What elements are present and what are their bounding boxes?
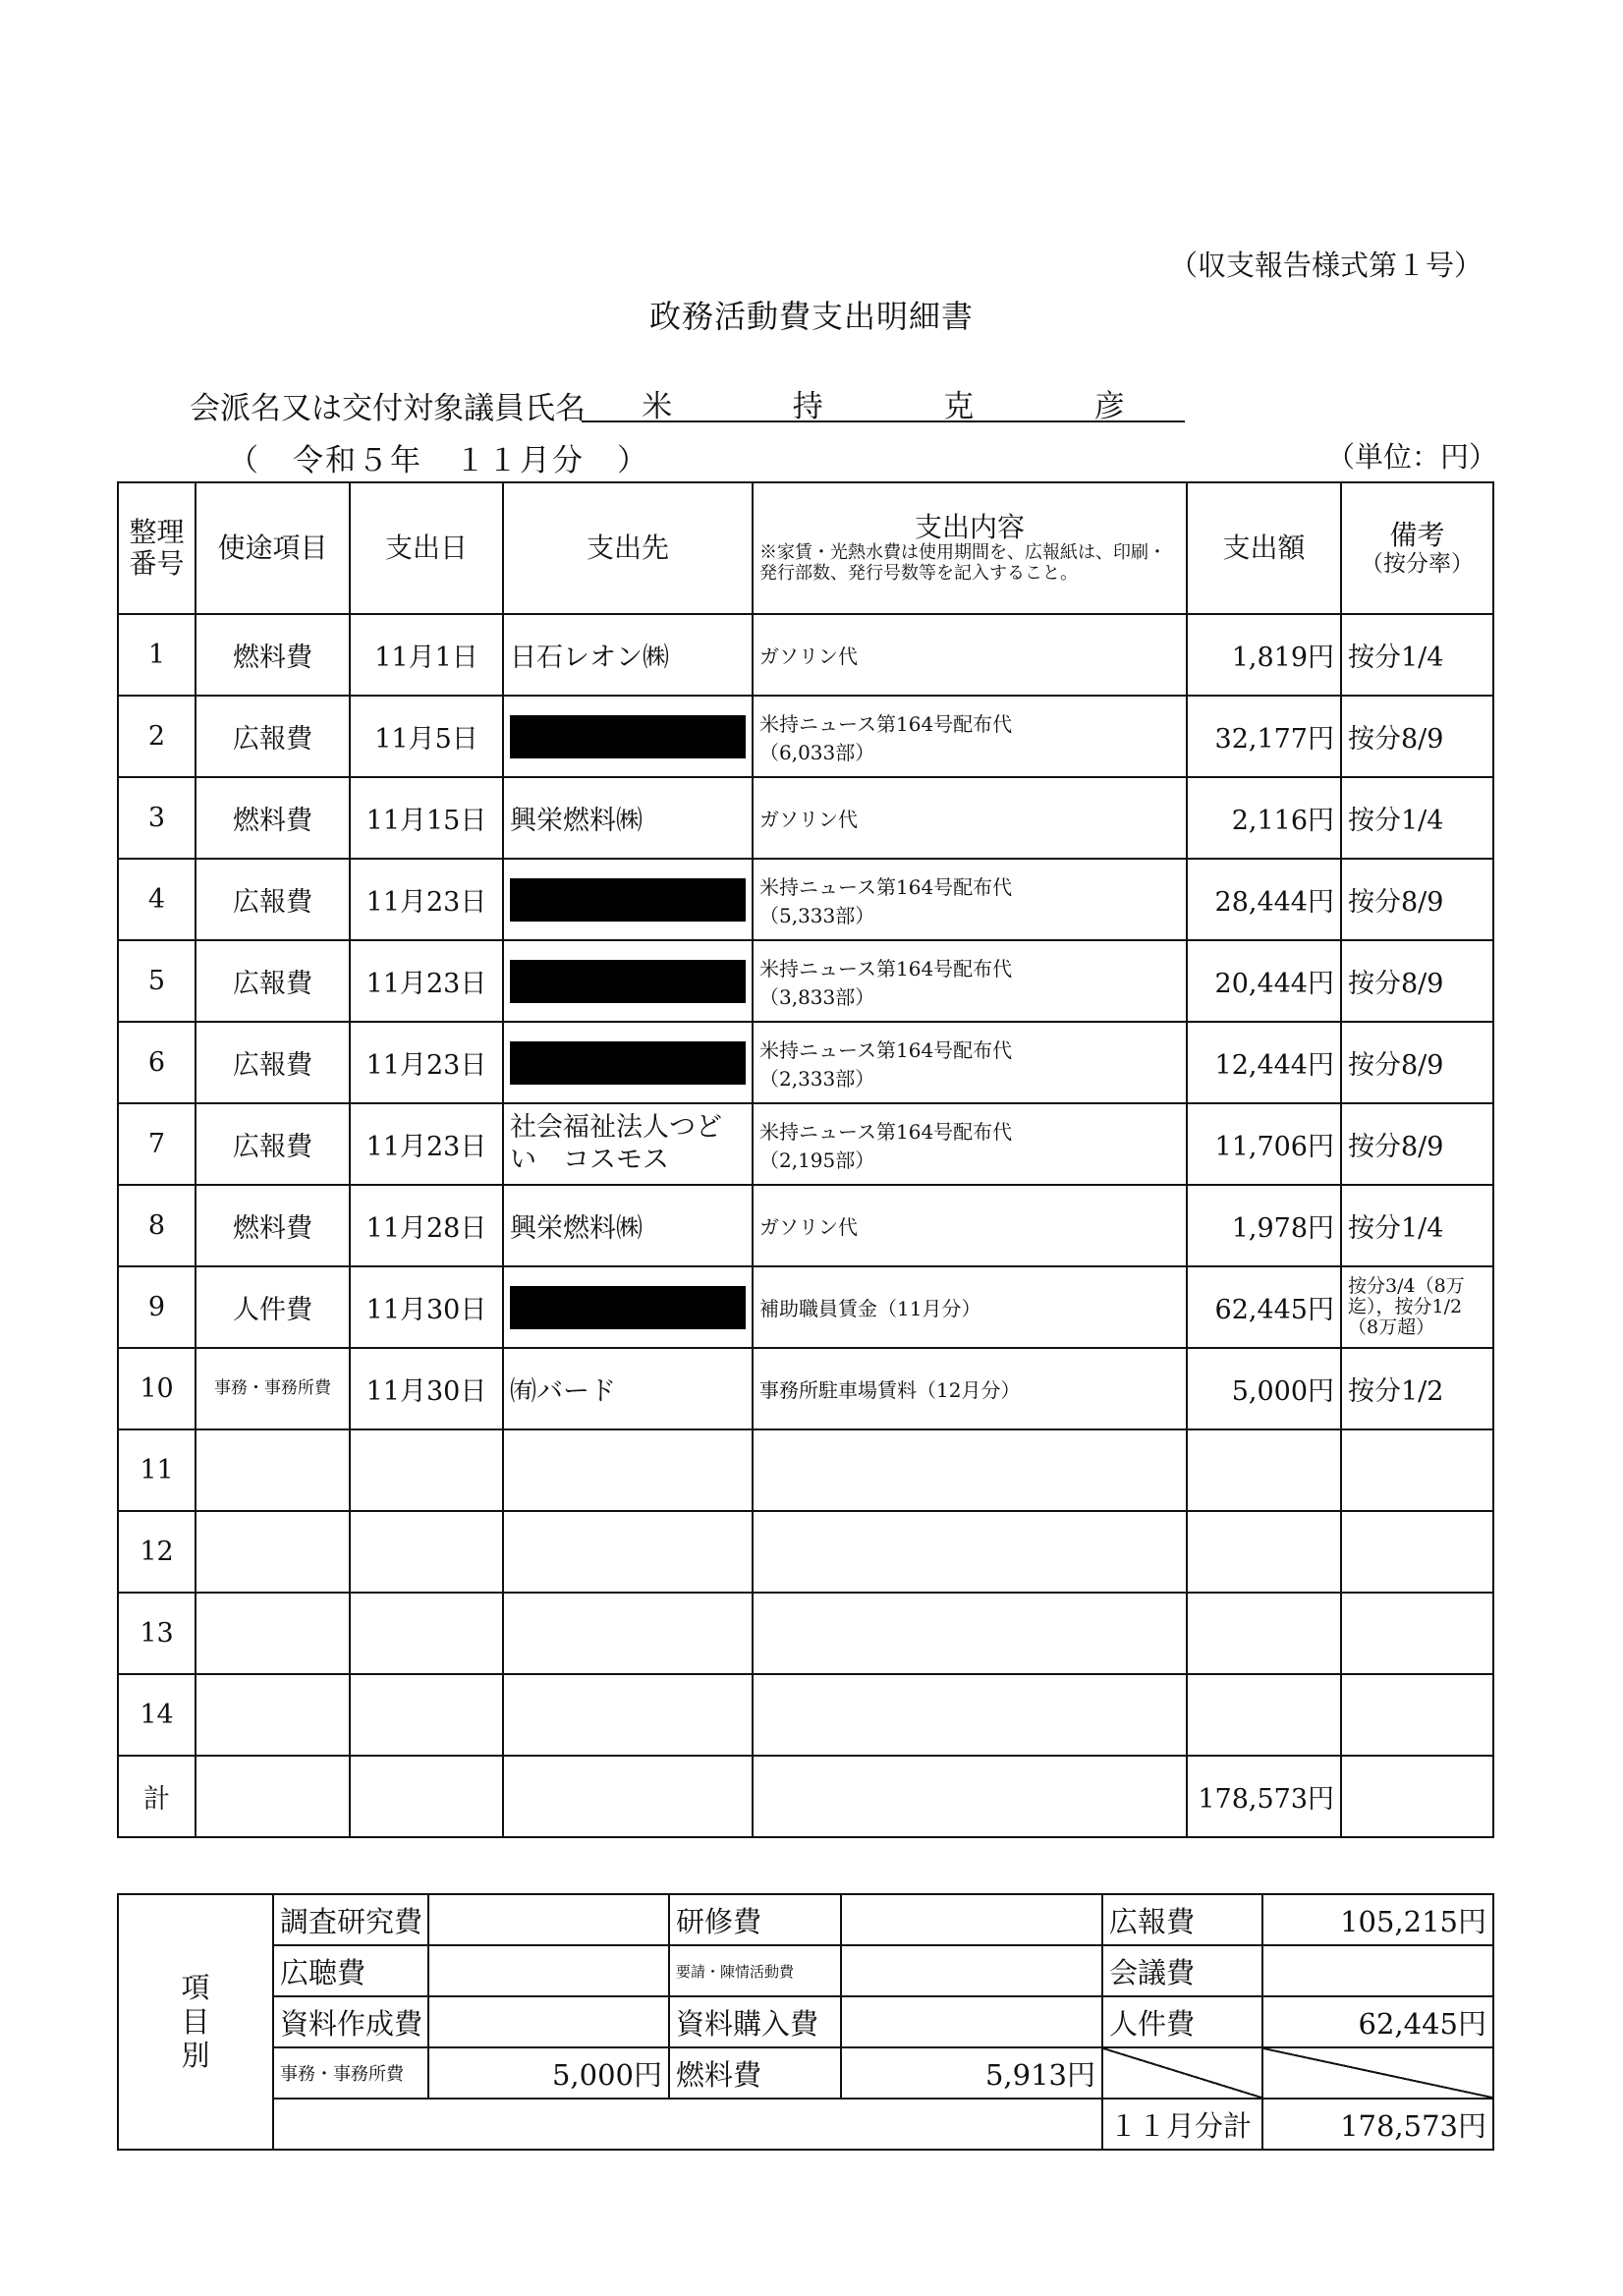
row-content-main: ガソリン代 bbox=[759, 644, 858, 668]
row-amount: 12,444円 bbox=[1187, 1022, 1341, 1103]
row-category: 燃料費 bbox=[196, 1185, 350, 1266]
summary-value-training bbox=[841, 1894, 1102, 1945]
table-row bbox=[118, 777, 1493, 859]
row-content bbox=[753, 1103, 1187, 1185]
header-no: 整理番号 bbox=[118, 482, 196, 614]
row-category: 広報費 bbox=[196, 1103, 350, 1185]
total-row bbox=[118, 1756, 1493, 1837]
row-date: 11月23日 bbox=[350, 1103, 503, 1185]
total-empty bbox=[196, 1756, 350, 1837]
row-content-main: 米持ニュース第164号配布代 bbox=[759, 1037, 1013, 1062]
row-payee bbox=[503, 1674, 753, 1756]
row-category: 燃料費 bbox=[196, 777, 350, 859]
row-amount bbox=[1187, 1593, 1341, 1674]
row-date: 11月15日 bbox=[350, 777, 503, 859]
table-row bbox=[118, 1593, 1493, 1674]
row-content bbox=[753, 1593, 1187, 1674]
row-date bbox=[350, 1674, 503, 1756]
row-remarks: 按分8/9 bbox=[1341, 940, 1493, 1022]
table-row bbox=[118, 1429, 1493, 1511]
table-row bbox=[118, 859, 1493, 940]
row-category: 燃料費 bbox=[196, 614, 350, 696]
row-content bbox=[753, 859, 1187, 940]
summary-value-fuel: 5,913円 bbox=[841, 2047, 1102, 2099]
redaction-block bbox=[510, 878, 746, 922]
row-date bbox=[350, 1429, 503, 1511]
row-date: 11月30日 bbox=[350, 1348, 503, 1429]
summary-value-petition bbox=[841, 1945, 1102, 1996]
row-payee bbox=[503, 1022, 753, 1103]
row-payee bbox=[503, 859, 753, 940]
row-remarks: 按分1/4 bbox=[1341, 777, 1493, 859]
row-amount bbox=[1187, 1511, 1341, 1593]
summary-label-personnel: 人件費 bbox=[1102, 1996, 1262, 2047]
table-row bbox=[118, 1266, 1493, 1348]
summary-value-office: 5,000円 bbox=[428, 2047, 669, 2099]
table-row bbox=[118, 1674, 1493, 1756]
faction-label: 会派名又は交付対象議員氏名 bbox=[190, 391, 586, 426]
summary-label-doc-purchase: 資料購入費 bbox=[669, 1996, 841, 2047]
row-remarks: 按分8/9 bbox=[1341, 1103, 1493, 1185]
header-remarks-sub: （按分率） bbox=[1361, 550, 1474, 577]
summary-value-hearing bbox=[428, 1945, 669, 1996]
row-content-main: 補助職員賃金（11月分） bbox=[759, 1297, 981, 1320]
header-date: 支出日 bbox=[350, 482, 503, 614]
row-remarks: 按分1/4 bbox=[1341, 614, 1493, 696]
row-amount: 20,444円 bbox=[1187, 940, 1341, 1022]
row-content-main: ガソリン代 bbox=[759, 808, 858, 831]
summary-side-label-text: 項目別 bbox=[181, 1970, 210, 2073]
row-content bbox=[753, 696, 1187, 777]
row-content bbox=[753, 614, 1187, 696]
category-summary-table bbox=[117, 1893, 1494, 2151]
row-content-sub: （2,333部） bbox=[759, 1066, 875, 1091]
row-content bbox=[753, 1429, 1187, 1511]
summary-side-label bbox=[118, 1894, 273, 2150]
row-content-main: 米持ニュース第164号配布代 bbox=[759, 874, 1013, 899]
row-payee bbox=[503, 940, 753, 1022]
row-no: 9 bbox=[118, 1266, 196, 1348]
header-category: 使途項目 bbox=[196, 482, 350, 614]
row-category bbox=[196, 1429, 350, 1511]
row-payee bbox=[503, 1511, 753, 1593]
row-content-main: 米持ニュース第164号配布代 bbox=[759, 956, 1013, 980]
row-date: 11月5日 bbox=[350, 696, 503, 777]
row-content bbox=[753, 1511, 1187, 1593]
row-payee bbox=[503, 1593, 753, 1674]
row-payee: 興栄燃料㈱ bbox=[503, 777, 753, 859]
document-title: 政務活動費支出明細書 bbox=[648, 298, 974, 335]
row-amount: 11,706円 bbox=[1187, 1103, 1341, 1185]
summary-value-pr: 105,215円 bbox=[1262, 1894, 1493, 1945]
summary-label-meeting: 会議費 bbox=[1102, 1945, 1262, 1996]
row-content bbox=[753, 1674, 1187, 1756]
row-remarks bbox=[1341, 1429, 1493, 1511]
row-payee: 社会福祉法人つどい コスモス bbox=[503, 1103, 753, 1185]
row-payee bbox=[503, 1429, 753, 1511]
row-amount: 5,000円 bbox=[1187, 1348, 1341, 1429]
redaction-block bbox=[510, 715, 746, 758]
summary-label-fuel: 燃料費 bbox=[669, 2047, 841, 2099]
row-payee: 日石レオン㈱ bbox=[503, 614, 753, 696]
row-remarks bbox=[1341, 1511, 1493, 1593]
summary-blank-slash bbox=[1262, 2047, 1493, 2099]
currency-unit: （単位：円） bbox=[1326, 440, 1498, 474]
row-content bbox=[753, 1348, 1187, 1429]
table-row bbox=[118, 940, 1493, 1022]
redaction-block bbox=[510, 1041, 746, 1085]
table-row bbox=[118, 1348, 1493, 1429]
header-remarks bbox=[1341, 482, 1493, 614]
row-remarks: 按分3/4（8万迄），按分1/2（8万超） bbox=[1341, 1266, 1493, 1348]
row-no: 8 bbox=[118, 1185, 196, 1266]
member-name-char: 克 bbox=[943, 389, 975, 424]
total-amount: 178,573円 bbox=[1187, 1756, 1341, 1837]
header-content bbox=[753, 482, 1187, 614]
table-row bbox=[118, 696, 1493, 777]
total-empty bbox=[753, 1756, 1187, 1837]
row-remarks: 按分8/9 bbox=[1341, 1022, 1493, 1103]
row-content bbox=[753, 1266, 1187, 1348]
row-no: 11 bbox=[118, 1429, 196, 1511]
row-no: 6 bbox=[118, 1022, 196, 1103]
row-category: 広報費 bbox=[196, 940, 350, 1022]
row-no: 12 bbox=[118, 1511, 196, 1593]
total-empty bbox=[503, 1756, 753, 1837]
member-name-char: 持 bbox=[792, 389, 823, 424]
header-remarks-title: 備考 bbox=[1389, 518, 1445, 551]
member-name-char: 彦 bbox=[1093, 389, 1125, 424]
row-date: 11月28日 bbox=[350, 1185, 503, 1266]
row-payee bbox=[503, 696, 753, 777]
row-remarks bbox=[1341, 1674, 1493, 1756]
header-payee: 支出先 bbox=[503, 482, 753, 614]
redaction-block bbox=[510, 960, 746, 1003]
row-payee: 興栄燃料㈱ bbox=[503, 1185, 753, 1266]
summary-value-personnel: 62,445円 bbox=[1262, 1996, 1493, 2047]
form-number: （収支報告様式第１号） bbox=[1169, 249, 1483, 282]
row-date: 11月30日 bbox=[350, 1266, 503, 1348]
summary-blank-slash bbox=[1102, 2047, 1262, 2099]
summary-value-month-total: 178,573円 bbox=[1262, 2099, 1493, 2150]
summary-label-training: 研修費 bbox=[669, 1894, 841, 1945]
expense-detail-table bbox=[117, 481, 1494, 1838]
summary-label-research: 調査研究費 bbox=[273, 1894, 428, 1945]
summary-value-meeting bbox=[1262, 1945, 1493, 1996]
row-content bbox=[753, 1185, 1187, 1266]
row-amount: 2,116円 bbox=[1187, 777, 1341, 859]
row-category: 広報費 bbox=[196, 696, 350, 777]
row-remarks: 按分8/9 bbox=[1341, 696, 1493, 777]
row-content-sub: （5,333部） bbox=[759, 903, 875, 927]
total-empty bbox=[1341, 1756, 1493, 1837]
row-amount: 1,978円 bbox=[1187, 1185, 1341, 1266]
row-date: 11月1日 bbox=[350, 614, 503, 696]
row-content-main: 米持ニュース第164号配布代 bbox=[759, 1119, 1013, 1144]
row-payee bbox=[503, 1266, 753, 1348]
row-no: 2 bbox=[118, 696, 196, 777]
summary-label-hearing: 広聴費 bbox=[273, 1945, 428, 1996]
row-no: 5 bbox=[118, 940, 196, 1022]
row-no: 7 bbox=[118, 1103, 196, 1185]
row-payee: ㈲バード bbox=[503, 1348, 753, 1429]
row-category: 広報費 bbox=[196, 859, 350, 940]
row-content-main: 米持ニュース第164号配布代 bbox=[759, 711, 1013, 736]
row-remarks bbox=[1341, 1593, 1493, 1674]
table-row bbox=[118, 1022, 1493, 1103]
row-remarks: 按分1/4 bbox=[1341, 1185, 1493, 1266]
row-content bbox=[753, 1022, 1187, 1103]
summary-label-pr: 広報費 bbox=[1102, 1894, 1262, 1945]
member-name-char: 米 bbox=[642, 389, 673, 424]
row-content-main: 事務所駐車場賃料（12月分） bbox=[759, 1378, 1021, 1402]
summary-label-doc-making: 資料作成費 bbox=[273, 1996, 428, 2047]
row-content bbox=[753, 777, 1187, 859]
row-remarks: 按分8/9 bbox=[1341, 859, 1493, 940]
total-label: 計 bbox=[118, 1756, 196, 1837]
row-no: 3 bbox=[118, 777, 196, 859]
row-no: 1 bbox=[118, 614, 196, 696]
row-no: 14 bbox=[118, 1674, 196, 1756]
row-category bbox=[196, 1511, 350, 1593]
member-name bbox=[582, 381, 1185, 422]
summary-value-doc-making bbox=[428, 1996, 669, 2047]
row-category: 事務・事務所費 bbox=[196, 1348, 350, 1429]
summary-label-office: 事務・事務所費 bbox=[273, 2047, 428, 2099]
row-category: 人件費 bbox=[196, 1266, 350, 1348]
row-no: 13 bbox=[118, 1593, 196, 1674]
row-content bbox=[753, 940, 1187, 1022]
row-amount bbox=[1187, 1674, 1341, 1756]
report-period: （ 令和５年 １１月分 ） bbox=[228, 443, 649, 478]
row-date: 11月23日 bbox=[350, 940, 503, 1022]
redaction-block bbox=[510, 1286, 746, 1329]
table-row bbox=[118, 1511, 1493, 1593]
header-amount: 支出額 bbox=[1187, 482, 1341, 614]
total-empty bbox=[350, 1756, 503, 1837]
row-no: 10 bbox=[118, 1348, 196, 1429]
row-category: 広報費 bbox=[196, 1022, 350, 1103]
row-amount: 28,444円 bbox=[1187, 859, 1341, 940]
summary-value-doc-purchase bbox=[841, 1996, 1102, 2047]
header-content-note: ※家賃・光熱水費は使用期間を、広報紙は、印刷・発行部数、発行号数等を記入すること。 bbox=[759, 542, 1166, 585]
summary-label-petition: 要請・陳情活動費 bbox=[669, 1945, 841, 1996]
row-date bbox=[350, 1511, 503, 1593]
summary-empty-area bbox=[273, 2099, 1102, 2150]
row-date bbox=[350, 1593, 503, 1674]
summary-value-research bbox=[428, 1894, 669, 1945]
table-row bbox=[118, 614, 1493, 696]
row-amount: 1,819円 bbox=[1187, 614, 1341, 696]
row-content-main: ガソリン代 bbox=[759, 1215, 858, 1239]
row-category bbox=[196, 1593, 350, 1674]
row-amount: 62,445円 bbox=[1187, 1266, 1341, 1348]
table-row bbox=[118, 1185, 1493, 1266]
row-date: 11月23日 bbox=[350, 859, 503, 940]
row-content-sub: （6,033部） bbox=[759, 740, 875, 764]
row-content-sub: （3,833部） bbox=[759, 984, 875, 1009]
row-category bbox=[196, 1674, 350, 1756]
row-no: 4 bbox=[118, 859, 196, 940]
table-row bbox=[118, 1103, 1493, 1185]
summary-label-month-total: １１月分計 bbox=[1102, 2099, 1262, 2150]
row-amount bbox=[1187, 1429, 1341, 1511]
row-remarks: 按分1/2 bbox=[1341, 1348, 1493, 1429]
row-amount: 32,177円 bbox=[1187, 696, 1341, 777]
header-content-title: 支出内容 bbox=[914, 511, 1025, 544]
row-date: 11月23日 bbox=[350, 1022, 503, 1103]
row-content-sub: （2,195部） bbox=[759, 1148, 875, 1172]
